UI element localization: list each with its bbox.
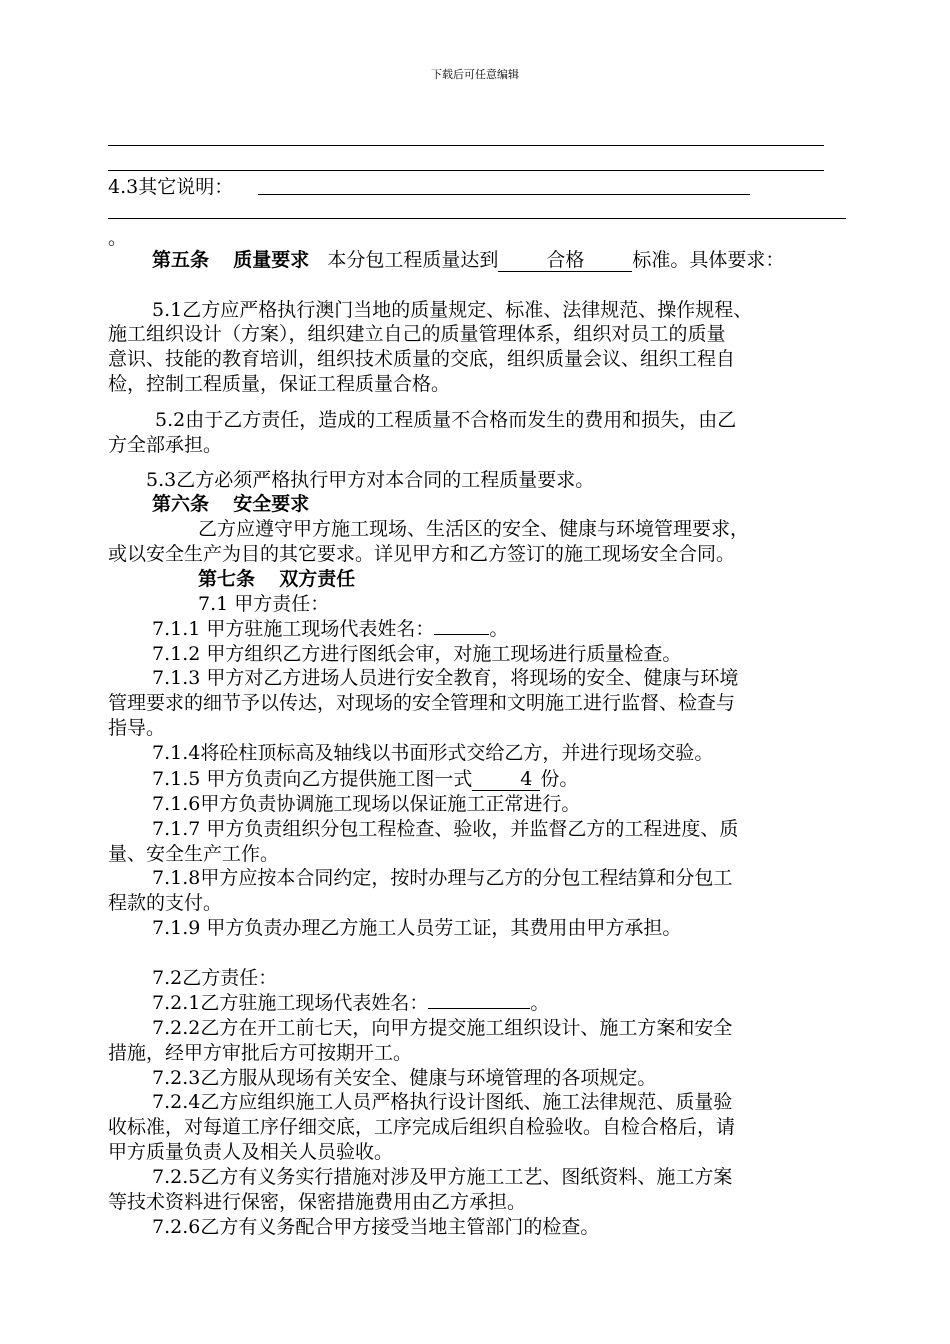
fill-period: 。 [108,227,128,249]
s724-line-3: 甲方质量负责人及相关人员验收。 [108,1141,394,1163]
s721-label: 7.2.1乙方驻施工现场代表姓名： [152,992,429,1014]
s713-line-2: 管理要求的细节予以传达，对现场的安全管理和文明施工进行监督、检查与 [108,692,736,714]
s715-tail: 份。 [540,768,579,790]
article-6-heading [152,492,309,516]
p51-line-4: 检，控制工程质量，保证工程质量合格。 [108,373,451,395]
s718-line-1: 7.1.8甲方应按本合同约定，按时办理与乙方的分包工程结算和分包工 [152,867,733,889]
s711-label: 7.1.1 甲方驻施工现场代表姓名： [152,618,435,640]
section-4-3 [108,175,233,199]
p51-line-2: 施工组织设计（方案），组织建立自己的质量管理体系，组织对员工的质量 [108,323,726,345]
p51-line-3: 意识、技能的教育培训，组织技术质量的交底，组织质量会议、组织工程自 [108,348,736,370]
s72: 7.2乙方责任： [152,967,278,989]
s714: 7.1.4将砼柱顶标高及轴线以书面形式交给乙方，并进行现场交验。 [152,742,714,764]
p52-line-1: 5.2由于乙方责任，造成的工程质量不合格而发生的费用和损失，由乙 [155,409,737,431]
s724-line-2: 收标准，对每道工序仔细交底，工序完成后组织自检验收。自检合格后，请 [108,1116,736,1138]
p53: 5.3乙方必须严格执行甲方对本合同的工程质量要求。 [146,469,595,491]
s718-line-2: 程款的支付。 [108,892,223,914]
s716: 7.1.6甲方负责协调施工现场以保证施工正常进行。 [152,793,581,815]
article-5-title: 第五条 [152,249,210,271]
fill-line-3 [108,218,846,219]
s711 [152,617,508,641]
article-5-tail: 标准。具体要求： [632,249,785,271]
party-a-rep-field [434,634,489,635]
s71: 7.1 甲方责任： [198,593,330,615]
s711-tail: 。 [489,618,509,640]
s722-line-2: 措施，经甲方审批后方可按期开工。 [108,1042,413,1064]
party-b-rep-field [428,1008,530,1009]
s713-line-1: 7.1.3 甲方对乙方进场人员进行安全教育，将现场的安全、健康与环境 [152,667,739,689]
article-5-lead: 本分包工程质量达到 [327,249,499,271]
s715-lead: 7.1.5 甲方负责向乙方提供施工图一式 [152,768,473,790]
s721-tail: 。 [530,992,550,1014]
article-7-heading [198,567,355,591]
s724-line-1: 7.2.4乙方应组织施工人员严格执行设计图纸、施工法律规范、质量验 [152,1091,733,1113]
fill-line-1 [108,145,824,146]
section-4-3-blank [258,194,750,195]
drawing-copies-field: 4 [472,768,540,791]
s725-line-2: 等技术资料进行保密，保密措施费用由乙方承担。 [108,1191,527,1213]
article-7-title: 第七条 [198,568,256,590]
article-6-title: 第六条 [152,493,210,515]
s717-line-2: 量、安全生产工作。 [108,843,280,865]
s717-line-1: 7.1.7 甲方负责组织分包工程检查、验收，并监督乙方的工程进度、质 [152,818,739,840]
fill-line-2 [108,170,824,171]
s715 [152,767,578,791]
p51-line-1: 5.1乙方应严格执行澳门当地的质量规定、标准、法律规范、操作规程、 [152,299,753,321]
section-4-3-label: 4.3其它说明： [108,176,234,198]
s723: 7.2.3乙方服从现场有关安全、健康与环境管理的各项规定。 [152,1067,657,1089]
p52-line-2: 方全部承担。 [108,434,223,456]
s725-line-1: 7.2.5乙方有义务实行措施对涉及甲方施工工艺、图纸资料、施工方案 [152,1166,733,1188]
article-7-name: 双方责任 [279,568,356,590]
article-5-heading [152,248,784,272]
page-header: 下载后可任意编辑 [431,68,519,81]
p6-line-2: 或以安全生产为目的其它要求。详见甲方和乙方签订的施工现场安全合同。 [108,543,736,565]
s721 [152,991,549,1015]
s712: 7.1.2 甲方组织乙方进行图纸会审，对施工现场进行质量检查。 [152,643,682,665]
p6-line-1: 乙方应遵守甲方施工现场、生活区的安全、健康与环境管理要求， [198,518,750,540]
s713-line-3: 指导。 [108,717,166,739]
quality-standard-field: 合格 [498,249,632,272]
article-5-name: 质量要求 [233,249,310,271]
s719: 7.1.9 甲方负责办理乙方施工人员劳工证，其费用由甲方承担。 [152,917,682,939]
article-6-name: 安全要求 [233,493,310,515]
s722-line-1: 7.2.2乙方在开工前七天，向甲方提交施工组织设计、施工方案和安全 [152,1017,733,1039]
s726: 7.2.6乙方有义务配合甲方接受当地主管部门的检查。 [152,1216,600,1238]
